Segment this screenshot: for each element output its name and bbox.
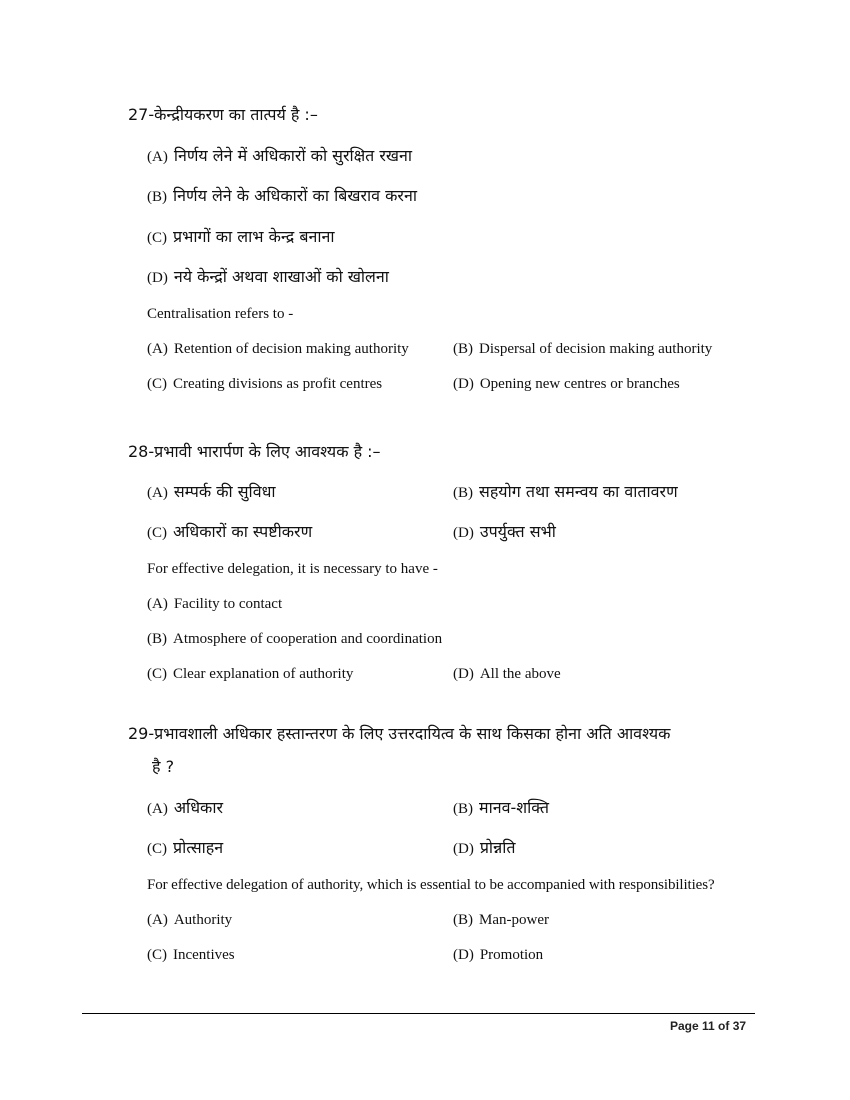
option-text: Promotion <box>479 947 544 963</box>
option-text: Retention of decision making authority <box>173 341 409 357</box>
option-label: (D) <box>453 666 474 682</box>
q28-option-c-hindi <box>147 520 312 542</box>
q28-option-b-hindi <box>453 480 678 502</box>
question-29-hindi-line2: है ? <box>152 757 175 776</box>
option-label: (D) <box>453 525 474 541</box>
q27-option-b-hindi <box>147 184 417 206</box>
option-text: Opening new centres or branches <box>479 376 680 392</box>
option-label: (B) <box>453 912 473 928</box>
q29-option-a-english <box>147 912 232 929</box>
option-label: (D) <box>453 376 474 392</box>
option-label: (D) <box>453 947 474 963</box>
option-label: (A) <box>147 912 168 928</box>
option-text: Facility to contact <box>173 596 283 612</box>
q28-option-c-english <box>147 666 353 683</box>
option-text: Authority <box>173 912 233 928</box>
q29-option-a-hindi <box>147 796 223 818</box>
q29-option-c-english <box>147 947 235 964</box>
option-text: निर्णय लेने में अधिकारों को सुरक्षित रखना <box>173 146 413 165</box>
q27-option-a-english <box>147 341 409 358</box>
option-text: Man-power <box>479 912 549 928</box>
option-label: (B) <box>453 801 473 817</box>
option-text: प्रोन्नति <box>479 838 516 857</box>
option-label: (A) <box>147 596 168 612</box>
option-label: (A) <box>147 341 168 357</box>
q29-option-b-hindi <box>453 796 549 818</box>
question-27-english: Centralisation refers to - <box>147 306 294 322</box>
option-text: सम्पर्क की सुविधा <box>173 482 276 501</box>
option-text: अधिकारों का स्पष्टीकरण <box>173 522 313 541</box>
option-label: (B) <box>147 189 167 205</box>
q28-option-b-english <box>147 631 442 648</box>
option-label: (B) <box>147 631 167 647</box>
page-number: Page 11 of 37 <box>670 1019 747 1033</box>
q28-option-d-hindi <box>453 520 556 542</box>
option-text: Creating divisions as profit centres <box>173 376 383 392</box>
q27-option-c-hindi <box>147 225 335 247</box>
q29-option-c-hindi <box>147 836 223 858</box>
footer-divider <box>82 1013 755 1014</box>
option-text: मानव-शक्ति <box>479 798 549 817</box>
option-label: (C) <box>147 666 167 682</box>
option-label: (C) <box>147 376 167 392</box>
option-label: (C) <box>147 525 167 541</box>
option-label: (B) <box>453 485 473 501</box>
option-text: Atmosphere of cooperation and coordination <box>173 631 443 647</box>
q27-option-c-english <box>147 376 382 393</box>
q29-option-b-english <box>453 912 549 929</box>
q27-option-d-english <box>453 376 680 393</box>
option-label: (C) <box>147 947 167 963</box>
option-label: (D) <box>147 270 168 286</box>
question-27-hindi: 27-केन्द्रीयकरण का तात्पर्य है :– <box>128 105 318 124</box>
question-28-english: For effective delegation, it is necessary to have - <box>147 561 438 577</box>
option-label: (C) <box>147 841 167 857</box>
option-text: Incentives <box>173 947 235 963</box>
q29-option-d-hindi <box>453 836 515 858</box>
option-text: अधिकार <box>173 798 224 817</box>
option-text: निर्णय लेने के अधिकारों का बिखराव करना <box>173 186 417 205</box>
q29-option-d-english <box>453 947 543 964</box>
q28-option-a-english <box>147 596 282 613</box>
option-text: उपर्युक्त सभी <box>479 522 556 541</box>
option-text: सहयोग तथा समन्वय का वातावरण <box>479 482 678 501</box>
q27-option-d-hindi <box>147 265 389 287</box>
option-text: प्रोत्साहन <box>173 838 224 857</box>
option-label: (A) <box>147 801 168 817</box>
option-label: (A) <box>147 149 168 165</box>
question-29-english: For effective delegation of authority, which is essential to be accompanied with responsibilities? <box>147 877 715 893</box>
question-29-hindi-line1: 29-प्रभावशाली अधिकार हस्तान्तरण के लिए उत्तरदायित्व के साथ किसका होना अति आवश्यक <box>128 724 671 743</box>
option-text: Dispersal of decision making authority <box>479 341 713 357</box>
question-28-hindi: 28-प्रभावी भारार्पण के लिए आवश्यक है :– <box>128 442 381 461</box>
q28-option-d-english <box>453 666 561 683</box>
option-text: All the above <box>479 666 561 682</box>
option-label: (D) <box>453 841 474 857</box>
q27-option-b-english <box>453 341 712 358</box>
q28-option-a-hindi <box>147 480 276 502</box>
option-text: Clear explanation of authority <box>173 666 354 682</box>
option-text: प्रभागों का लाभ केन्द्र बनाना <box>173 227 335 246</box>
option-label: (C) <box>147 230 167 246</box>
option-label: (A) <box>147 485 168 501</box>
option-label: (B) <box>453 341 473 357</box>
q27-option-a-hindi <box>147 144 412 166</box>
option-text: नये केन्द्रों अथवा शाखाओं को खोलना <box>173 267 389 286</box>
